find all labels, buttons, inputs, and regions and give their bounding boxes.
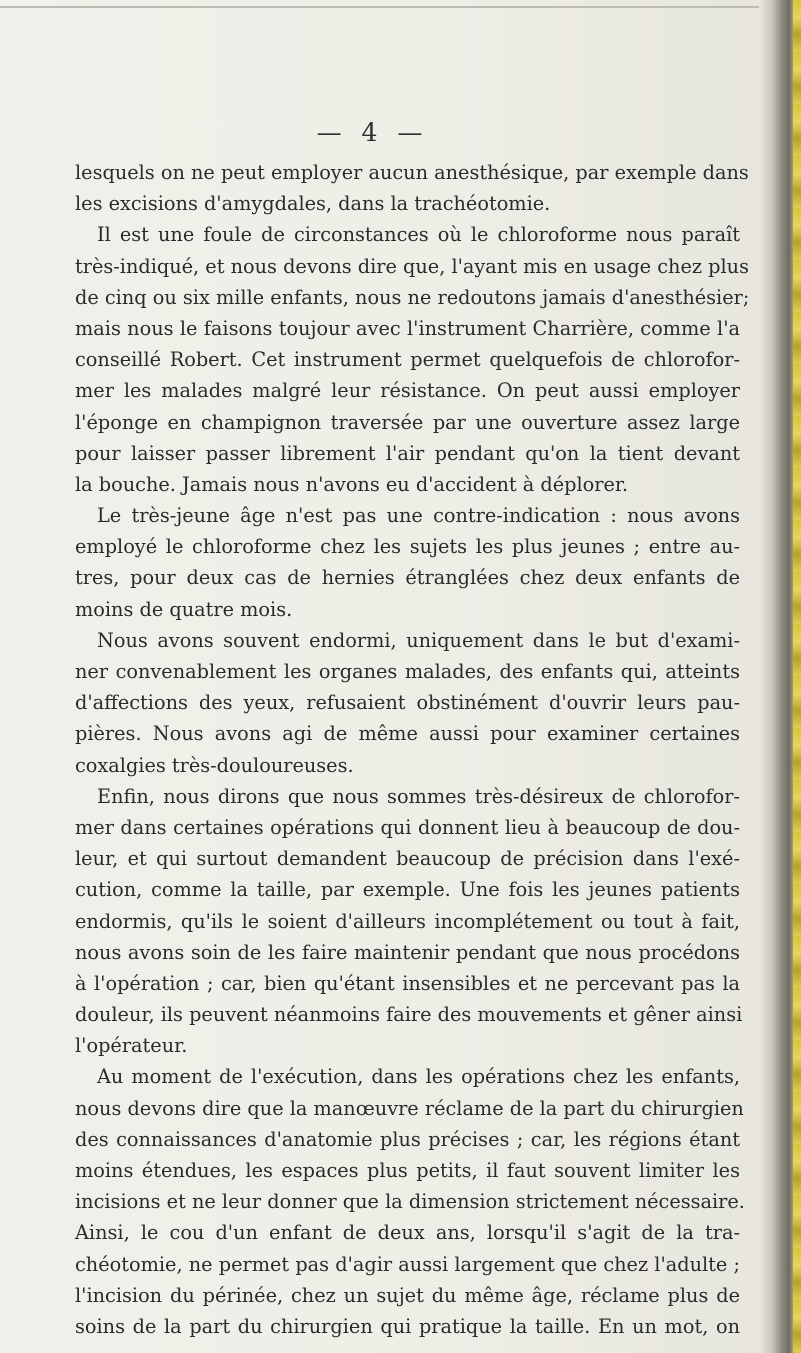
gilt-edge [793, 0, 801, 1353]
text-line: soins de la part du chirurgien qui pratique la taille. En un mot, on [75, 1314, 740, 1338]
text-line: des connaissances d'anatomie plus précises ; car, les régions étant [75, 1127, 740, 1151]
text-line: endormis, qu'ils le soient d'ailleurs incomplétement ou tout à fait, [75, 909, 740, 933]
text-line: Il est une foule de circonstances où le chloroforme nous paraît [97, 223, 740, 247]
text-line: mais nous le faisons toujour avec l'instrument Charrière, comme l'a [75, 316, 740, 340]
text-line: moins de quatre mois. [75, 597, 293, 621]
text-line: pour laisser passer librement l'air pendant qu'on la tient devant [75, 441, 740, 465]
text-line: ner convenablement les organes malades, des enfants qui, atteints [75, 660, 740, 683]
text-line: chéotomie, ne permet pas d'agir aussi largement que chez l'adulte ; [75, 1252, 740, 1276]
text-line: Au moment de l'exécution, dans les opérations chez les enfants, [97, 1065, 740, 1089]
text-line: pières. Nous avons agi de même aussi pour examiner certaines [75, 722, 740, 746]
text-line: Le très-jeune âge n'est pas une contre-indication : nous avons [97, 504, 740, 528]
text-line: mer les malades malgré leur résistance. On peut aussi employer [75, 379, 740, 403]
text-line: l'opérateur. [75, 1034, 188, 1058]
top-edge-rule [0, 6, 790, 8]
text-line: moins étendues, les espaces plus petits, il faut souvent limiter les [75, 1159, 740, 1182]
text-line: de cinq ou six mille enfants, nous ne redoutons jamais d'anesthésier; [75, 285, 750, 309]
text-line: nous devons dire que la manœuvre réclame de la part du chirurgien [75, 1096, 744, 1120]
page-number: — 4 — [316, 118, 429, 147]
text-line: coxalgies très-douloureuses. [75, 753, 354, 777]
text-line: lesquels on ne peut employer aucun anesthésique, par exemple dans [75, 161, 749, 184]
text-line: les excisions d'amygdales, dans la trachéotomie. [75, 192, 551, 216]
text-line: leur, et qui surtout demandent beaucoup de précision dans l'exé- [75, 847, 740, 871]
text-line: l'éponge en champignon traversée par une ouverture assez large [75, 410, 740, 434]
text-line: la bouche. Jamais nous n'avons eu d'accident à déplorer. [75, 472, 629, 496]
text-line: nous avons soin de les faire maintenir pendant que nous procédons [75, 940, 740, 964]
text-line: Ainsi, le cou d'un enfant de deux ans, lorsqu'il s'agit de la tra- [75, 1221, 740, 1245]
text-line: cution, comme la taille, par exemple. Une fois les jeunes patients [75, 878, 740, 902]
text-line: tres, pour deux cas de hernies étranglées chez deux enfants de [75, 566, 740, 590]
text-line: très-indiqué, et nous devons dire que, l'ayant mis en usage chez plus [75, 254, 749, 278]
text-line: conseillé Robert. Cet instrument permet quelquefois de chlorofor- [75, 348, 740, 372]
text-line: incisions et ne leur donner que la dimension strictement nécessaire. [75, 1190, 745, 1214]
text-line: l'incision du périnée, chez un sujet du même âge, réclame plus de [75, 1283, 740, 1307]
text-line: mer dans certaines opérations qui donnent lieu à beaucoup de dou- [75, 815, 740, 839]
body-text [75, 157, 750, 1342]
text-line: Nous avons souvent endormi, uniquement dans le but d'exami- [97, 628, 740, 652]
text-line: Enfin, nous dirons que nous sommes très-désireux de chlorofor- [97, 784, 740, 808]
text-line: douleur, ils peuvent néanmoins faire des mouvements et gêner ainsi [75, 1003, 743, 1027]
text-line: d'affections des yeux, refusaient obstinément d'ouvrir leurs pau- [75, 691, 740, 715]
text-line: employé le chloroforme chez les sujets les plus jeunes ; entre au- [75, 535, 740, 559]
text-line: à l'opération ; car, bien qu'étant insensibles et ne percevant pas la [75, 971, 740, 995]
